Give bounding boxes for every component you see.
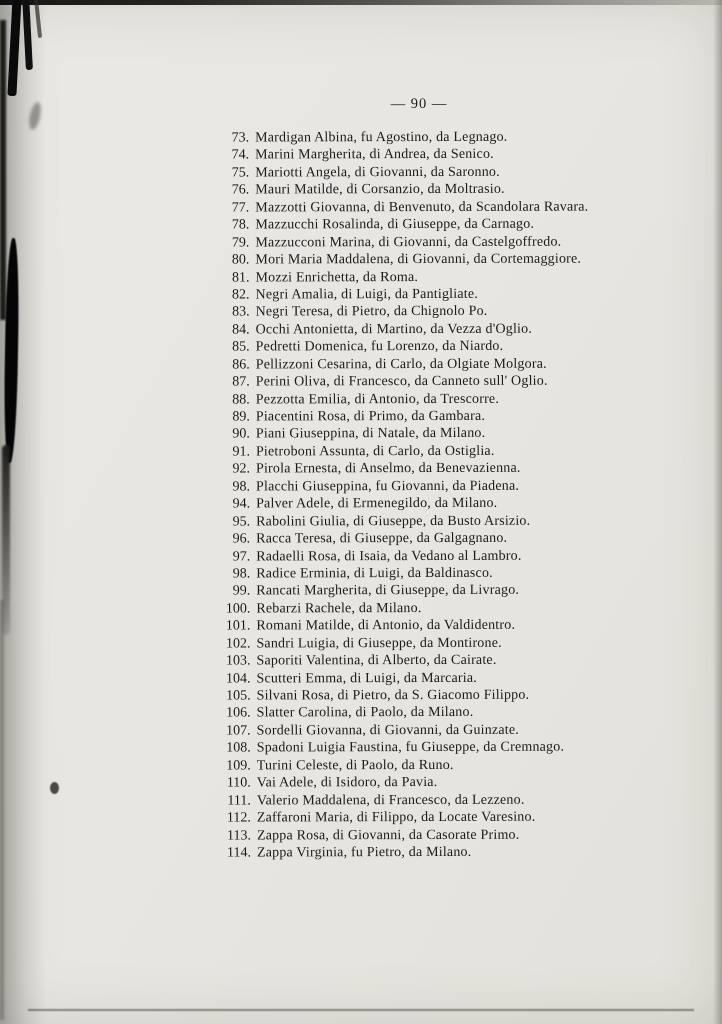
- list-item: [215, 739, 645, 758]
- list-item: [213, 233, 643, 252]
- list-item: [213, 128, 643, 147]
- scan-artifact: [0, 0, 722, 5]
- entry-text: Sandri Luigia, di Giuseppe, da Montirone.: [256, 635, 502, 652]
- entry-text: Slatter Carolina, di Paolo, da Milano.: [256, 705, 474, 721]
- entry-text: Placchi Giuseppina, fu Giovanni, da Piadena.: [256, 478, 520, 495]
- list-item: [215, 808, 645, 827]
- list-item: [214, 407, 644, 426]
- list-item: [214, 529, 644, 548]
- entry-number: 89.: [232, 409, 250, 425]
- entry-text: Sordelli Giovanna, di Giovanni, da Guinzate.: [256, 722, 519, 739]
- entry-text: Valerio Maddalena, di Francesco, da Lezzeno.: [256, 792, 525, 809]
- entry-number: 87.: [232, 374, 250, 390]
- entry-text: Scutteri Emma, di Luigi, da Marcaria.: [256, 670, 477, 687]
- entry-text: Silvani Rosa, di Pietro, da S. Giacomo Filippo.: [256, 687, 530, 704]
- entry-number: 77.: [231, 200, 250, 216]
- entry-text: Mardigan Albina, fu Agostino, da Legnago.: [255, 129, 508, 146]
- list-item: [215, 843, 645, 862]
- list-item: [214, 477, 644, 496]
- entry-text: Negri Amalia, di Luigi, da Pantigliate.: [255, 286, 478, 303]
- entry-number: 105.: [226, 688, 251, 704]
- entry-number: 75.: [231, 165, 250, 181]
- entry-number: 73.: [231, 130, 250, 146]
- entry-text: Zappa Virginia, fu Pietro, da Milano.: [256, 844, 472, 861]
- scan-artifact: [0, 20, 6, 320]
- scan-artifact: [27, 101, 43, 130]
- entry-number: 99.: [232, 583, 251, 599]
- list-item: [214, 547, 644, 566]
- entry-number: 102.: [225, 636, 251, 652]
- list-item: [215, 791, 645, 810]
- page-number: — 90 —: [390, 95, 448, 113]
- entry-text: Rebarzi Rachele, da Milano.: [256, 600, 422, 617]
- entry-number: 107.: [226, 723, 251, 739]
- entry-text: Pellizzoni Cesarina, di Carlo, da Olgiate Molgora.: [255, 356, 547, 373]
- entry-text: Pirola Ernesta, di Anselmo, da Benevazienna.: [255, 461, 521, 477]
- scan-artifact: [0, 600, 4, 1020]
- entry-number: 76.: [231, 182, 250, 198]
- entry-number: 98.: [232, 566, 251, 582]
- entry-number: 86.: [232, 357, 250, 373]
- entry-text: Racca Teresa, di Giuseppe, da Galgagnano.: [256, 530, 508, 547]
- list-item: [215, 756, 645, 775]
- entry-text: Mazzucchi Rosalinda, di Giuseppe, da Carnago.: [255, 216, 535, 233]
- scan-artifact: [3, 238, 20, 463]
- list-item: [213, 251, 643, 270]
- list-item: [213, 216, 643, 235]
- list-item: [213, 198, 643, 217]
- entry-text: Turini Celeste, di Paolo, da Runo.: [256, 757, 454, 774]
- entry-number: 113.: [226, 827, 251, 844]
- list-item: [214, 599, 644, 618]
- list-item: [214, 495, 644, 514]
- entry-number: 85.: [232, 339, 250, 355]
- list-item: [213, 146, 643, 165]
- entry-number: 96.: [232, 531, 251, 547]
- scan-artifact: [34, 0, 42, 38]
- entry-text: Piani Giuseppina, di Natale, da Milano.: [255, 426, 486, 442]
- entry-text: Mariotti Angela, di Giovanni, da Saronno.: [255, 164, 500, 181]
- entry-text: Occhi Antonietta, di Martino, da Vezza d'Oglio.: [255, 321, 533, 338]
- entry-text: Romani Matilde, di Antonio, da Valdidentro.: [256, 618, 516, 634]
- entry-number: 103.: [225, 653, 251, 669]
- scan-artifact: [7, 0, 21, 96]
- list-item: [213, 163, 643, 182]
- entries-list: [213, 128, 645, 861]
- entry-text: Rabolini Giulia, di Giuseppe, da Busto Arsizio.: [256, 513, 531, 530]
- list-item: [214, 564, 644, 583]
- entry-number: 78.: [231, 217, 250, 233]
- entry-number: 92.: [232, 461, 250, 477]
- list-item: [213, 268, 643, 287]
- entry-number: 81.: [231, 269, 250, 286]
- list-item: [213, 181, 643, 200]
- entry-text: Palver Adele, di Ermenegildo, da Milano.: [256, 496, 498, 512]
- entry-number: 109.: [226, 758, 251, 774]
- list-item: [215, 704, 645, 723]
- list-item: [214, 390, 644, 409]
- entry-text: Mauri Matilde, di Corsanzio, da Moltrasio.: [255, 182, 505, 198]
- entry-number: 101.: [225, 618, 251, 634]
- entry-number: 74.: [231, 147, 250, 163]
- entry-text: Pietroboni Assunta, di Carlo, da Ostiglia.: [255, 443, 495, 460]
- entry-number: 108.: [226, 740, 251, 756]
- list-item: [214, 355, 644, 374]
- entry-text: Spadoni Luigia Faustina, fu Giuseppe, da Cremnago.: [256, 739, 565, 756]
- scan-artifact: [50, 782, 59, 794]
- entry-text: Pezzotta Emilia, di Antonio, da Trescorre.: [255, 391, 500, 408]
- list-item: [214, 338, 644, 357]
- entry-number: 111.: [227, 793, 251, 809]
- entry-number: 112.: [226, 810, 251, 826]
- entry-number: 110.: [226, 775, 251, 791]
- entry-number: 84.: [232, 322, 250, 338]
- entry-number: 83.: [232, 304, 250, 320]
- entry-number: 91.: [232, 444, 250, 460]
- scan-artifact: [2, 445, 10, 635]
- list-item: [214, 320, 644, 339]
- list-item: [214, 617, 644, 636]
- entry-text: Negri Teresa, di Pietro, da Chignolo Po.: [255, 304, 488, 320]
- list-item: [214, 303, 644, 322]
- entry-text: Saporiti Valentina, di Alberto, da Cairate.: [256, 652, 497, 669]
- entry-number: 97.: [232, 548, 251, 565]
- list-item: [214, 512, 644, 531]
- list-item: [215, 721, 645, 740]
- entry-number: 98.: [232, 479, 251, 495]
- scan-artifact: [713, 0, 722, 1024]
- entry-text: Perini Oliva, di Francesco, da Canneto sull' Oglio.: [255, 373, 548, 390]
- scan-artifact: [22, 0, 33, 70]
- entry-number: 104.: [226, 671, 251, 687]
- entry-text: Radice Erminia, di Luigi, da Baldinasco.: [256, 565, 493, 582]
- entry-text: Vai Adele, di Isidoro, da Pavia.: [256, 775, 438, 791]
- entry-number: 88.: [232, 392, 250, 408]
- list-item: [214, 634, 644, 653]
- entry-number: 94.: [232, 496, 251, 512]
- list-item: [214, 460, 644, 479]
- entry-text: Mazzotti Giovanna, di Benvenuto, da Scandolara Ravara.: [255, 199, 589, 216]
- entry-number: 80.: [231, 252, 250, 268]
- entry-number: 95.: [232, 514, 251, 530]
- list-item: [214, 442, 644, 461]
- binding-shadow: [0, 0, 46, 1024]
- entry-number: 82.: [231, 287, 250, 303]
- list-item: [215, 826, 645, 845]
- entry-text: Rancati Margherita, di Giuseppe, da Livrago.: [256, 583, 520, 599]
- entry-text: Mori Maria Maddalena, di Giovanni, da Cortemaggiore.: [255, 251, 582, 268]
- entry-number: 114.: [226, 845, 251, 861]
- entry-number: 106.: [226, 705, 251, 721]
- list-item: [215, 686, 645, 705]
- entry-number: 79.: [231, 235, 250, 251]
- list-item: [215, 774, 645, 793]
- list-item: [213, 285, 643, 304]
- entry-text: Zappa Rosa, di Giovanni, da Casorate Primo.: [256, 827, 520, 843]
- entry-number: 100.: [225, 601, 251, 617]
- entry-number: 90.: [232, 426, 250, 442]
- page-content: [213, 95, 645, 861]
- entry-text: Mozzi Enrichetta, da Roma.: [255, 269, 419, 285]
- list-item: [214, 652, 644, 671]
- entry-text: Marini Margherita, di Andrea, da Senico.: [255, 147, 494, 163]
- entry-text: Zaffaroni Maria, di Filippo, da Locate Varesino.: [256, 809, 536, 826]
- scan-artifact: [28, 1009, 694, 1011]
- list-item: [214, 425, 644, 444]
- entry-text: Piacentini Rosa, di Primo, da Gambara.: [255, 408, 486, 425]
- entry-text: Pedretti Domenica, fu Lorenzo, da Niardo.: [255, 339, 504, 355]
- entry-text: Mazzucconi Marina, di Giovanni, da Castelgoffredo.: [255, 234, 562, 251]
- list-item: [215, 669, 645, 688]
- list-item: [214, 582, 644, 601]
- entry-text: Radaelli Rosa, di Isaia, da Vedano al Lambro.: [256, 548, 522, 564]
- list-item: [214, 373, 644, 392]
